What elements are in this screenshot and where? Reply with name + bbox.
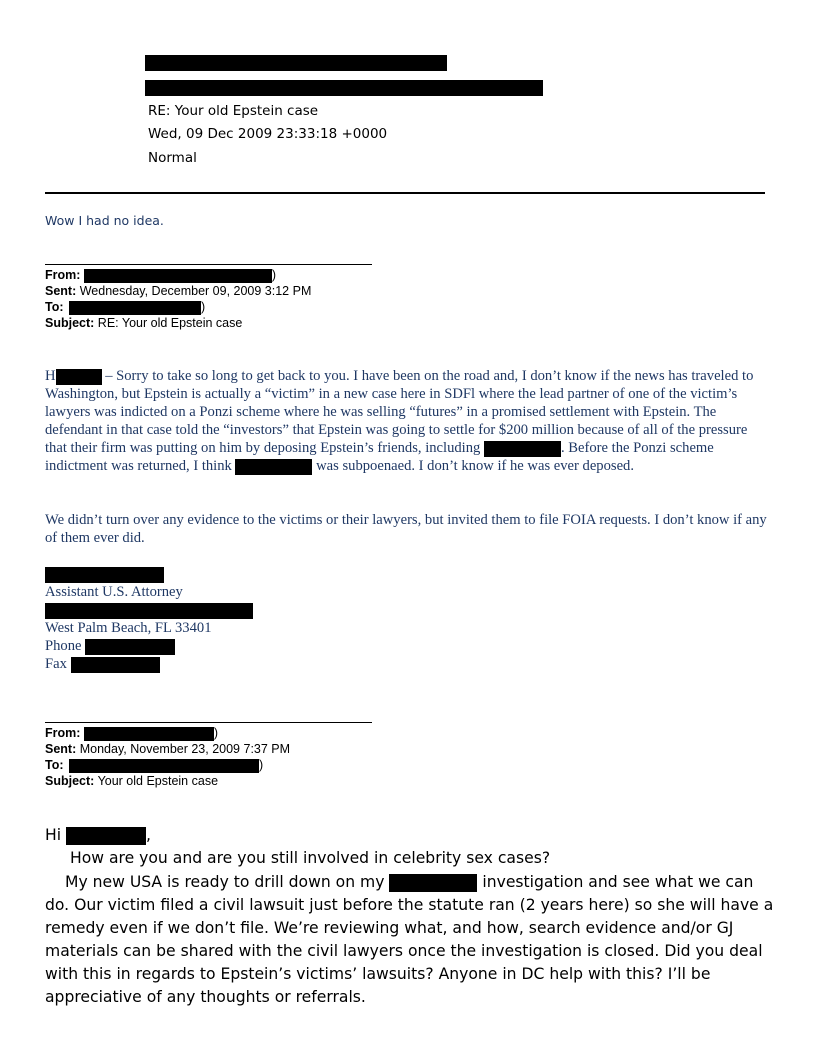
redaction-block	[235, 459, 312, 475]
from-tail: )	[213, 726, 219, 740]
fax-label: Fax	[45, 656, 67, 672]
redaction-block	[84, 269, 272, 283]
redaction-block	[69, 759, 259, 773]
message-2-paragraph-2: We didn’t turn over any evidence to the victims or their lawyers, but invited them to file FOIA requests. I don’t know if any of them ever did.	[45, 512, 767, 546]
to-tail: )	[259, 758, 264, 772]
signature-phone-row	[45, 637, 253, 655]
message-2-subject-row	[45, 315, 311, 331]
signature-fax-row	[45, 655, 253, 673]
sent-value: Wednesday, December 09, 2009 3:12 PM	[79, 284, 312, 298]
header-importance-value: Normal	[148, 150, 197, 166]
subject-label: Subject:	[45, 774, 95, 788]
greeting-tail: ,	[146, 826, 151, 844]
redaction-block	[56, 369, 102, 385]
message-divider	[45, 722, 372, 723]
redaction-block	[389, 874, 477, 892]
to-label: To:	[45, 300, 64, 314]
sent-value: Monday, November 23, 2009 7:37 PM	[79, 742, 291, 756]
from-tail: )	[271, 268, 277, 282]
redaction-block	[84, 727, 214, 741]
redaction-block	[484, 441, 561, 457]
sent-label: Sent:	[45, 742, 77, 756]
signature-city: West Palm Beach, FL 33401	[45, 620, 212, 636]
signature-title: Assistant U.S. Attorney	[45, 584, 183, 600]
header-date-value: Wed, 09 Dec 2009 23:33:18 +0000	[148, 126, 388, 142]
message-2-paragraph-1	[45, 367, 770, 475]
message-3-subject-row	[45, 773, 290, 789]
signature-address	[45, 601, 253, 619]
reply-text: Wow I had no idea.	[45, 213, 164, 228]
message-2-from-row	[45, 267, 311, 283]
paragraph-text: was subpoenaed. I don’t know if he was ever deposed.	[312, 458, 635, 474]
message-2-sent-row	[45, 283, 311, 299]
redaction-block	[69, 301, 201, 315]
message-divider	[45, 264, 372, 265]
signature-name	[45, 565, 253, 583]
phone-label: Phone	[45, 638, 82, 654]
message-3-from-row	[45, 725, 290, 741]
message-3-sent-row	[45, 741, 290, 757]
message-3-line-1: How are you and are you still involved in celebrity sex cases?	[70, 849, 551, 867]
redaction-block	[66, 827, 146, 845]
paragraph-text: – Sorry to take so long to get back to you. I have been on the road and, I don’t know if the news has traveled to Washington, but Epstein is actually a “victim” in a new case here in SDFl where the lead partner of one of the victim’s lawyers was indicted on a Ponzi scheme where he was selling “futures” in a promised settlement with Epstein. The defendant in that case told the “investors” that Epstein was going to settle for $200 million because of all of the pressure that their firm was putting on him by deposing Epstein’s friends, including	[45, 368, 754, 456]
greeting-text: Hi	[45, 826, 67, 844]
header-subject-value: RE: Your old Epstein case	[148, 103, 319, 119]
redaction-block	[145, 55, 447, 71]
redaction-block	[71, 657, 160, 673]
greeting-initial: H	[45, 368, 56, 384]
sent-label: Sent:	[45, 284, 77, 298]
signature-block	[45, 565, 253, 673]
subject-value: Your old Epstein case	[97, 774, 219, 788]
from-label: From:	[45, 726, 81, 740]
header-divider	[45, 192, 765, 194]
to-tail: )	[201, 300, 206, 314]
message-3-header	[45, 725, 290, 789]
message-3-paragraph	[45, 871, 775, 1009]
from-label: From:	[45, 268, 81, 282]
message-2-to-row	[45, 299, 311, 315]
message-2-header	[45, 267, 311, 331]
paragraph-text: My new USA is ready to drill down on my	[65, 873, 390, 891]
subject-label: Subject:	[45, 316, 95, 330]
subject-value: RE: Your old Epstein case	[97, 316, 243, 330]
paragraph-text: . Before the Ponzi scheme indictment was returned, I think	[45, 440, 714, 474]
to-label: To:	[45, 758, 64, 772]
message-3-to-row	[45, 757, 290, 773]
redaction-block	[45, 603, 253, 619]
paragraph-text: investigation and see what we can do. Our victim filed a civil lawsuit just before the statute ran (2 years here) so she will have a remedy even if we don’t file. We’re reviewing what, and how, search evidence and/or GJ materials can be shared with the civil lawyers once the investigation is closed. Did you deal with this in regards to Epstein’s victims’ lawsuits? Anyone in DC help with this? I’ll be appreciative of any thoughts or referrals.	[45, 873, 774, 1006]
message-3-greeting	[45, 824, 775, 847]
redaction-block	[45, 567, 164, 583]
redaction-block	[145, 80, 543, 96]
redaction-block	[85, 639, 175, 655]
